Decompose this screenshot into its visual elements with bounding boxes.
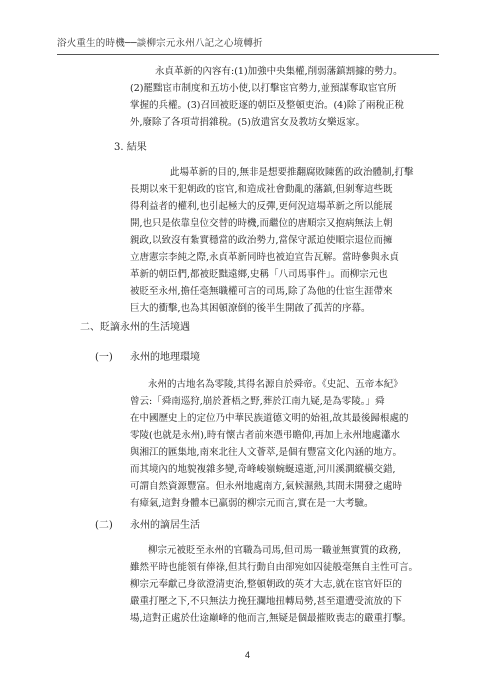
text-line: 革新的朝臣們,都被貶黜遠鄉,史稱「八司馬事件」。而柳宗元也 [130,269,388,280]
text-line: 而其境內的地貌複雜多變,奇峰峻嶺蜿蜒遠逝,河川溪澗縱橫交錯, [130,464,396,475]
exile-life-paragraph [130,542,422,627]
text-line: 有瘴氣,這對身體本已羸弱的柳宗元而言,實在是一大考驗。 [130,498,374,509]
text-line: 在中國歷史上的定位乃中華民族道德文明的始祖,故其最後歸根處的 [130,413,409,424]
text-line: (2)罷黜宦市制度和五坊小使,以打擊宦官勢力,並預謀奪取宦官所 [130,83,397,94]
section-heading-result: 3. 結果 [114,142,147,153]
text-line: 柳宗元被貶至永州的官職為司馬,但司馬一職並無實質的政務, [148,545,402,556]
text-line: 立唐憲宗李純之際,永貞革新同時也被迫宣告瓦解。當時參與永貞 [130,252,400,263]
text-line: 永州的古地名為零陵,其得名源自於舜帝。《史記、五帝本紀》 [148,379,403,390]
text-line: 長期以來干犯朝政的宦官,和造成社會動亂的藩鎮,但剝奪這些既 [130,184,393,195]
text-line: 此場革新的目的,無非是想要推翻腐敗陳舊的政治體制,打擊 [170,167,414,178]
text-line: 開,也只是依靠皇位交替的時機,而繼位的唐順宗又抱病無法上朝 [130,218,393,229]
text-line: 親政,以致沒有紮實穩當的政治勢力,當保守派迫使順宗退位而擁 [130,235,393,246]
geography-paragraph [130,376,422,512]
section-heading-exile-life: 二、貶謫永州的生活境遇 [80,322,190,333]
page-number: 4 [244,650,250,660]
text-line: 曾云:「舜南巡狩,崩於蒼梧之野,葬於江南九疑,是為零陵。」舜 [130,396,385,407]
running-header: 浴火重生的時機──談柳宗元永州八記之心境轉折 [57,38,263,49]
text-line: 雖然平時也能領有俸祿,但其行動自由卻宛如囚徒般毫無自主性可言。 [130,562,419,573]
text-line: 可謂自然資源豐富。但永州地處南方,氣候濕熱,其間未開發之處時 [130,481,403,492]
text-line: 與湘江的匯集地,南來北往人文薈萃,是個有豐富文化內涵的地方。 [130,447,403,458]
text-line: 場,這對正處於仕途巔峰的他而言,無疑是個最摧敗喪志的嚴重打擊。 [130,613,412,624]
text-line: 永貞革新的內容有:(1)加強中央集權,削弱藩鎮割據的勢力。 [155,66,403,77]
text-line: 得利益者的權利,也引起極大的反彈,更何況這場革新之所以能展 [130,201,393,212]
subsection-number-2: (二) [95,520,113,531]
text-line: 巨大的衝擊,也為其困頓潦倒的後半生開啟了孤苦的序幕。 [130,303,371,314]
header-rule [57,54,439,55]
text-line: 掌握的兵權。(3)召回被貶逐的朝臣及整頓吏治。(4)除了兩稅正稅 [130,100,404,111]
text-line: 被貶至永州,擔任毫無職權可言的司馬,除了為他的仕宦生涯帶來 [130,286,393,297]
text-line: 外,廢除了各項苛捐雜稅。(5)放遣宮女及教坊女樂返家。 [130,117,365,128]
text-line: 零陵(也就是永州),時有懷古者前來憑弔瞻仰,再加上永州地處瀟水 [130,430,400,441]
subsection-title-geography: 永州的地理環境 [130,352,200,363]
subsection-title-exile-life: 永州的謫居生活 [130,520,200,531]
text-line: 嚴重打壓之下,不只無法力挽狂瀾地扭轉局勢,甚至還遭受流放的下 [130,596,403,607]
text-line: 柳宗元奉獻己身欲澄清吏治,整頓朝政的英才大志,就在宦官奸臣的 [130,579,403,590]
reform-content-paragraph [130,63,422,131]
subsection-number-1: (一) [95,352,113,363]
result-paragraph [130,164,422,317]
